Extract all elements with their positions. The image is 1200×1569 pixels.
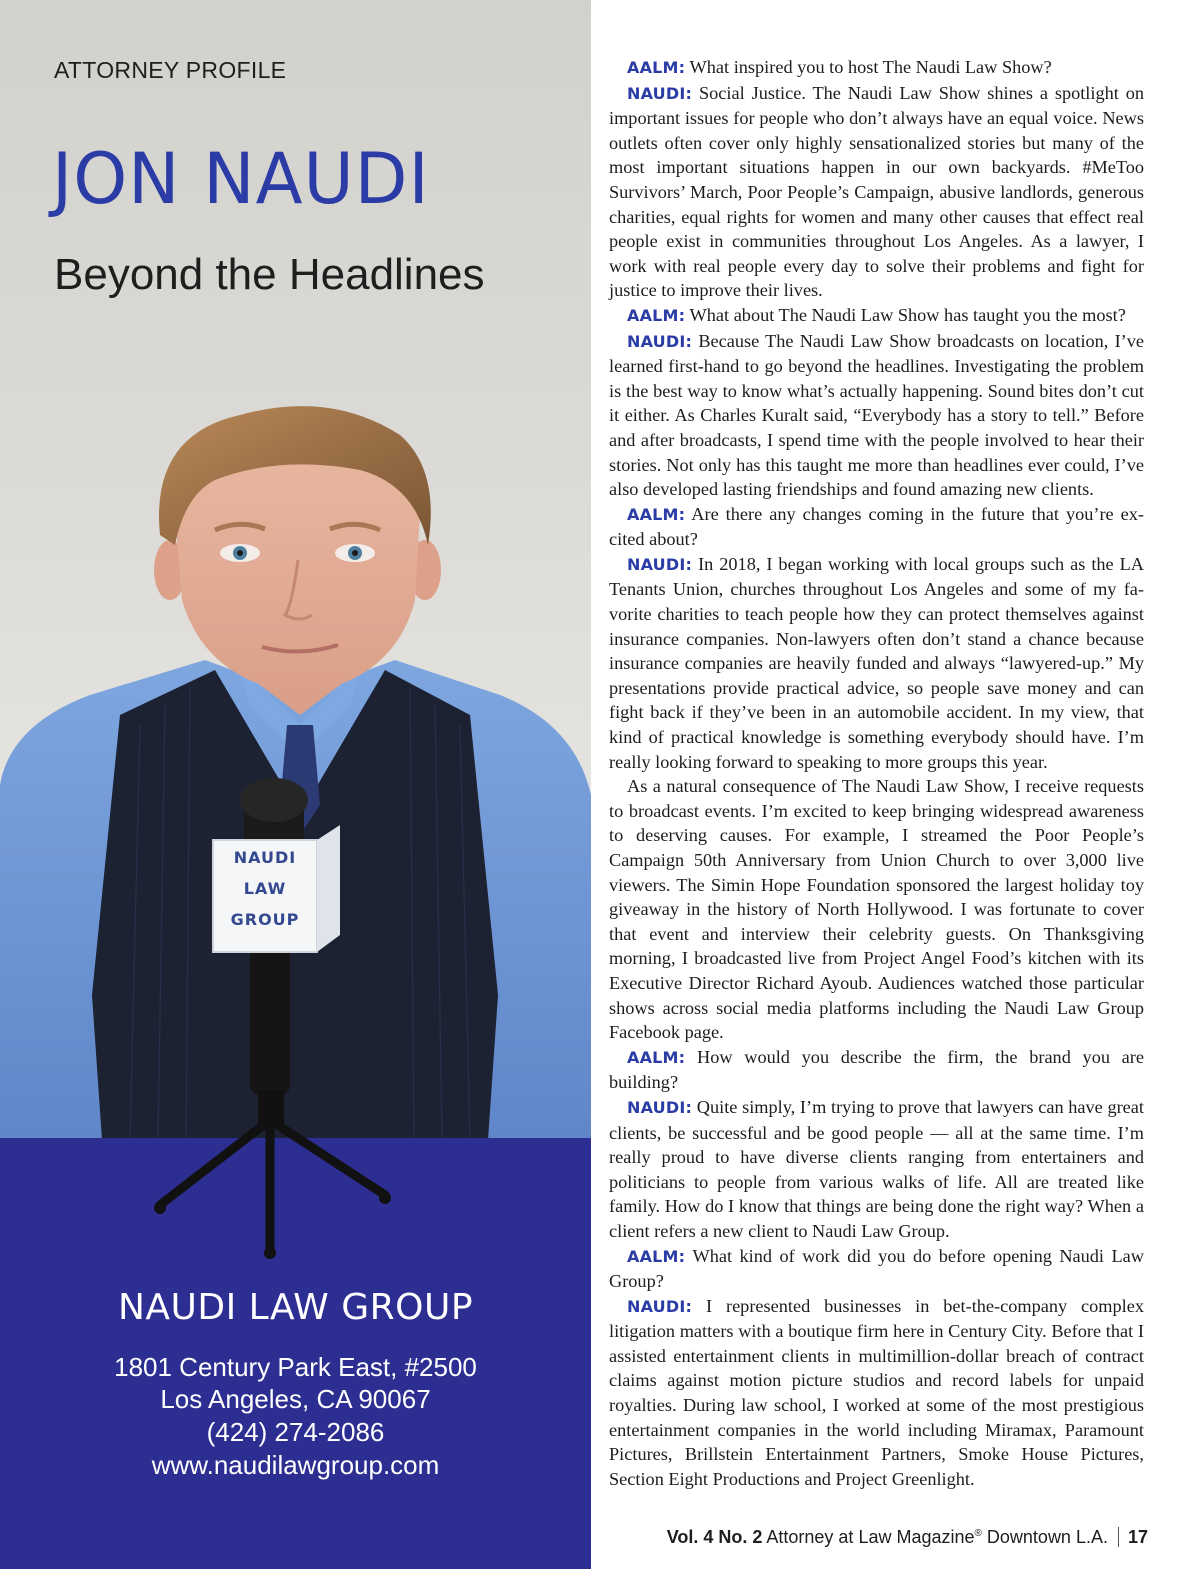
speaker-label: NAUDI:: [627, 83, 693, 103]
paragraph-text: Social Justice. The Naudi Law Show shines a spotlight on important issues for people who don’t always have an equal voice. News outlets often cover only highly sensationalized stories but many of the most important situations happen in our own backyards. #MeToo Survivors’ March, Poor People’s Campaign, abusive landlords, generous charities, equal rights for women and many other causes that effect real people exist in communities throughout Los Angeles. As a lawyer, I work with real people every day to solve their problems and fight for justice to improve their lives.: [609, 82, 1144, 301]
paragraph-text: Because The Naudi Law Show broadcasts on location, I’ve learned first-hand to go beyond the headlines. Investigating the problem is the best way to know what’s actually happening. Sound bites don’t cut it either. As Charles Kuralt said, “Everybody has a story to tell.” Before and after broadcasts, I spend time with the people involved to hear their stories. Not only has this taught me more than headlines ever could, I’ve also developed lasting friendships and found amazing new clients.: [609, 330, 1144, 500]
article-paragraph: [609, 329, 1144, 502]
mic-flag-line-1: NAUDI: [233, 848, 297, 867]
page-number: 17: [1127, 1527, 1148, 1547]
page-footer: [667, 1527, 1148, 1548]
article-paragraph: [609, 55, 1144, 81]
speaker-label: AALM:: [627, 504, 686, 524]
paragraph-text: How would you describe the firm, the brand you are building?: [609, 1046, 1144, 1093]
interview-article: [609, 55, 1144, 1491]
tripod-legs: [0, 1120, 591, 1280]
left-column: [0, 0, 591, 1569]
article-paragraph: [609, 552, 1144, 774]
mic-flag-line-3: GROUP: [230, 910, 300, 929]
magazine-name: Attorney at Law Magazine: [766, 1527, 975, 1547]
paragraph-text: Are there any changes coming in the future that you’re excited about?: [609, 503, 1144, 550]
footer-divider: [1118, 1527, 1119, 1547]
address-line-1: 1801 Century Park East, #2500: [114, 1352, 477, 1382]
paragraph-text: What about The Naudi Law Show has taught you the most?: [689, 304, 1126, 325]
article-paragraph: [609, 303, 1144, 329]
speaker-label: AALM:: [627, 1246, 686, 1266]
phone-number: (424) 274-2086: [206, 1417, 385, 1447]
speaker-label: NAUDI:: [627, 1097, 693, 1117]
address-line-2: Los Angeles, CA 90067: [160, 1384, 431, 1414]
article-paragraph: [609, 1045, 1144, 1095]
edition-name: Downtown L.A.: [986, 1527, 1108, 1547]
paragraph-text: I represented businesses in bet-the-company complex litigation matters with a boutique firm here in Century City. Before that I assisted entertainment clients in multimillion-dollar breach of contract claims against motion picture studios and record labels for unpaid royalties. During law school, I worked at some of the most prestigious entertainment companies in the world including Miramax, Paramount Pictures, Brillstein Entertainment Partners, Smoke House Pictures, Section Eight Productions and Project Greenlight.: [609, 1295, 1144, 1489]
section-label: ATTORNEY PROFILE: [54, 57, 287, 83]
speaker-label: NAUDI:: [627, 554, 693, 574]
paragraph-text: Quite simply, I’m trying to prove that lawyers can have great clients, be successful and be good people — all at the same time. I’m really proud to have diverse clients ranging from entertainers and politicians to people from various walks of life. All are treated like family. How do I know that things are being done the right way? When a client refers a new client to Naudi Law Group.: [609, 1096, 1144, 1241]
paragraph-text: In 2018, I began working with local groups such as the LA Tenants Union, churches throughout Los Angeles and some of my favorite charities to teach people how they can protect themselves against insurance companies. Non-lawyers often don’t stand a chance because insurance companies are heavily funded and always “lawyered-up.” My presentations provide practical advice, so people save money and can fight back if they’ve been in an automobile accident. In my view, that kind of practical knowledge is something everybody should have. I’m really looking forward to speaking to more groups this year.: [609, 553, 1144, 772]
registered-mark: ®: [974, 1528, 982, 1539]
speaker-label: NAUDI:: [627, 331, 693, 351]
attorney-name: JON NAUDI: [52, 138, 430, 220]
website-link[interactable]: www.naudilawgroup.com: [151, 1450, 440, 1480]
profile-subtitle: Beyond the Headlines: [54, 250, 485, 299]
speaker-label: AALM:: [627, 58, 686, 77]
mic-flag: [214, 842, 316, 935]
article-paragraph: [609, 1294, 1144, 1492]
firm-name: NAUDI LAW GROUP: [117, 1287, 474, 1328]
paragraph-text: What inspired you to host The Naudi Law Show?: [689, 57, 1052, 77]
article-paragraph: [609, 81, 1144, 303]
paragraph-text: As a natural consequence of The Naudi Law Show, I receive requests to broadcast events. I’m excited to keep bringing widespread awareness to deserving causes. For example, I streamed the Poor People’s Campaign 50th Anniversary from Union Church to over 3,000 live viewers. The Simin Hope Foundation sponsored the largest holiday toy giveaway in the history of North Hollywood. I was fortunate to cover that event and interview their celebrity guests. On Thanksgiving morning, I broadcasted live from Project Angel Food’s kitchen with its Executive Director Richard Ayoub. Audiences watched those particular shows across social media platforms including the Naudi Law Group Facebook page.: [609, 776, 1144, 1043]
article-paragraph: [609, 502, 1144, 552]
article-paragraph: [609, 1095, 1144, 1244]
issue-number: Vol. 4 No. 2: [666, 1527, 763, 1547]
article-paragraph: [609, 1244, 1144, 1294]
speaker-label: NAUDI:: [627, 1296, 693, 1316]
article-paragraph: [609, 774, 1144, 1045]
speaker-label: AALM:: [627, 305, 686, 325]
speaker-label: AALM:: [627, 1047, 686, 1067]
paragraph-text: What kind of work did you do before opening Naudi Law Group?: [609, 1245, 1144, 1292]
mic-flag-line-2: LAW: [243, 879, 287, 898]
